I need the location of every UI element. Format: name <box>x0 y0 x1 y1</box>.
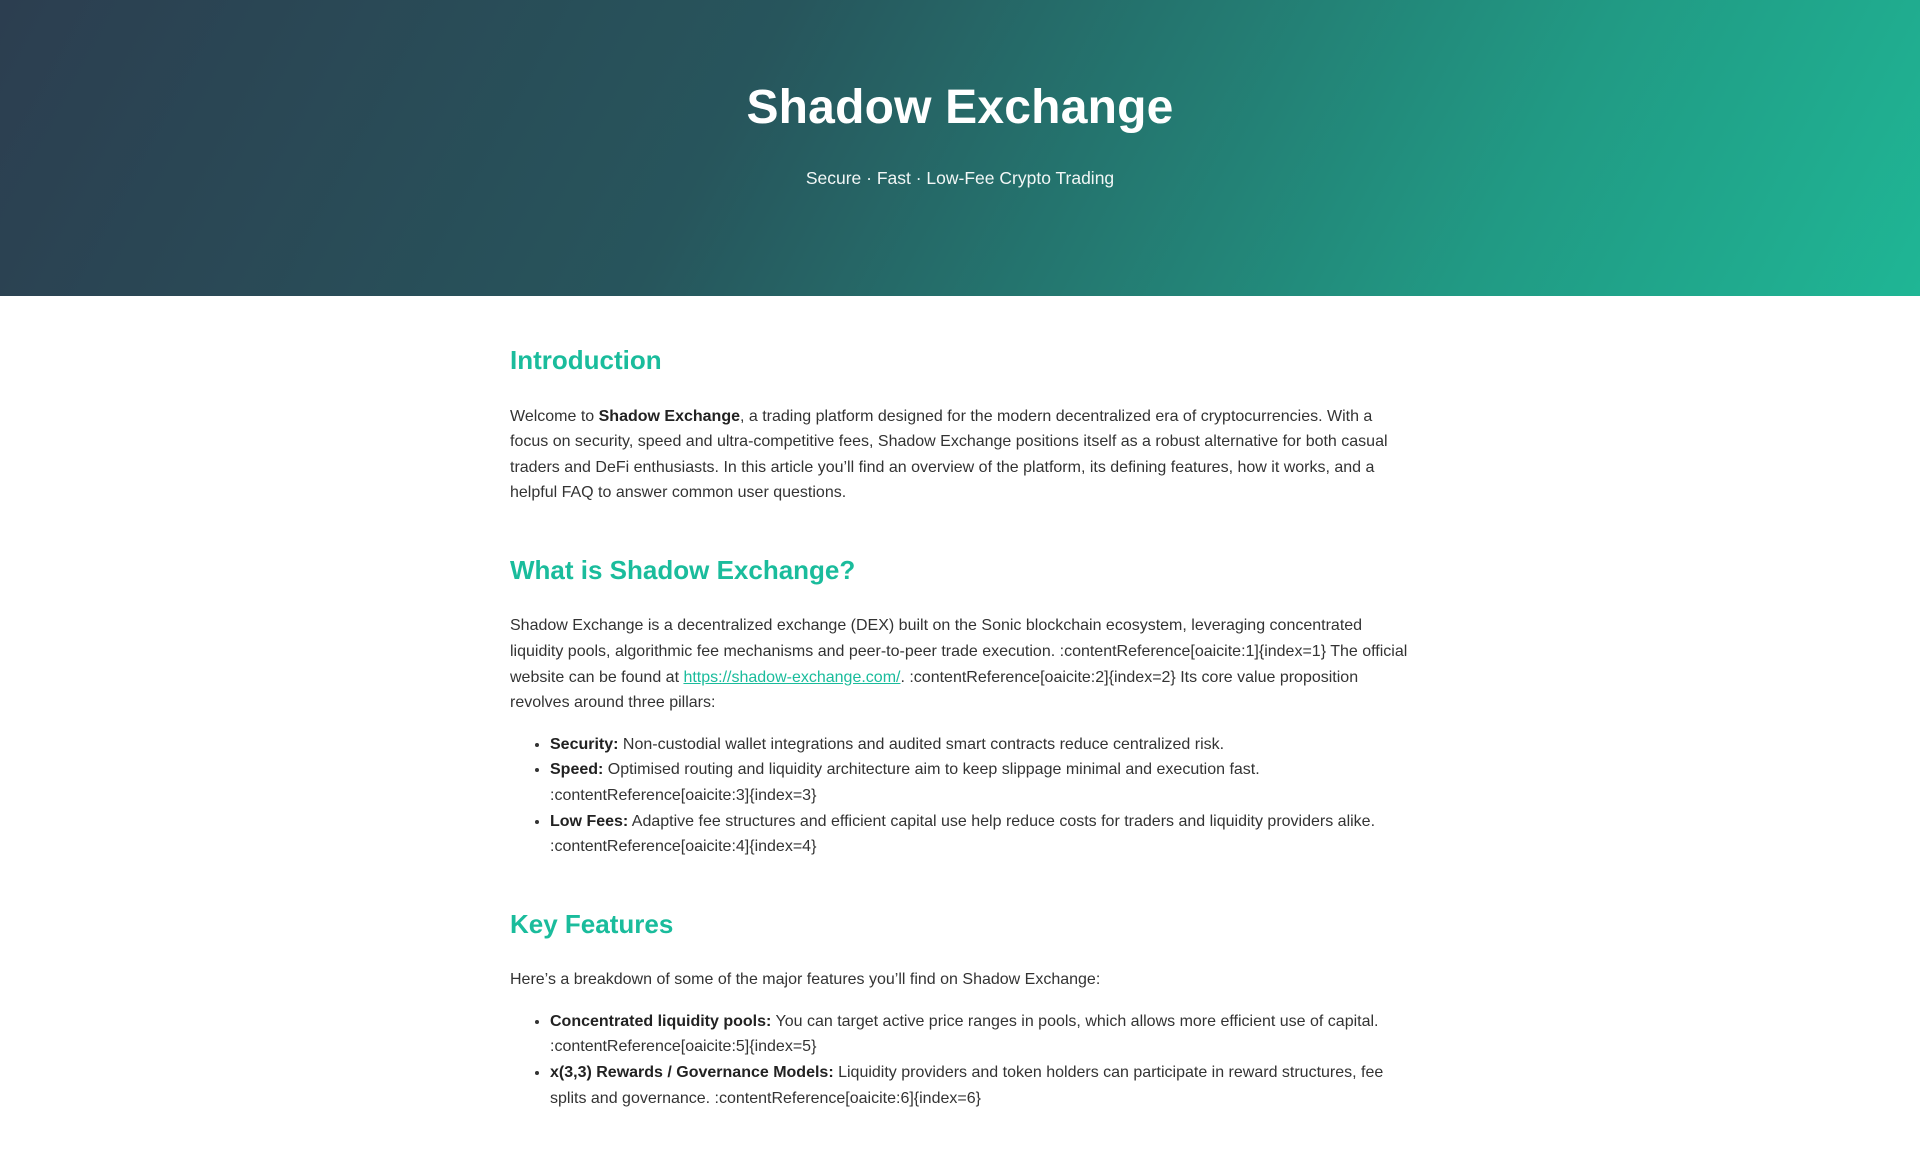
pillar-text-speed: Optimised routing and liquidity architecture aim to keep slippage minimal and execution fast. :contentReference[oaicite:3]{index=3} <box>550 761 1260 804</box>
value-pillars-list <box>510 732 1410 860</box>
article-content <box>510 296 1410 1171</box>
feature-label-rewards-governance: x(3,3) Rewards / Governance Models: <box>550 1064 834 1081</box>
what-is-text-part2: . :contentReference[oaicite:2]{index=2} Its core value proposition revolves around three pillars: <box>510 668 1359 712</box>
section-heading-key-features: Key Features <box>510 908 674 939</box>
list-item <box>550 1009 1410 1060</box>
introduction-text-lead: Welcome to <box>510 407 599 425</box>
section-heading-introduction: Introduction <box>510 345 662 375</box>
list-item <box>550 757 1410 808</box>
introduction-brand-name: Shadow Exchange <box>598 407 740 425</box>
feature-text-rewards-governance: Liquidity providers and token holders can participate in reward structures, fee splits and governance. :contentReference[oaicite:6]{index=6} <box>550 1064 1384 1107</box>
pillar-label-low-fees: Low Fees: <box>550 812 629 830</box>
pillar-label-security: Security: <box>550 735 619 753</box>
introduction-text-rest: , a trading platform designed for the modern decentralized era of cryptocurrencies. With a focus on security, speed and ultra-competitive fees, Shadow Exchange positions itself as a robust alternative for both casual traders and DeFi enthusiasts. In this article you’ll find an overview of the platform, its defining features, how it works, and a helpful FAQ to answer common user questions. <box>510 407 1388 502</box>
page-title: Shadow Exchange <box>746 81 1174 134</box>
list-item <box>550 1060 1410 1111</box>
pillar-label-speed: Speed: <box>550 761 604 779</box>
shadow-exchange-website-link[interactable]: https://shadow-exchange.com/ <box>683 668 901 686</box>
section-what-is-shadow-exchange <box>510 554 1410 860</box>
list-item <box>550 732 1410 758</box>
what-is-text-part1: Shadow Exchange is a decentralized exchange (DEX) built on the Sonic blockchain ecosystem, leveraging concentrated liquidity pools, algorithmic fee mechanisms and peer-to-peer trade execution. :contentReference[oaicite:1]{index=1} The official website can be found at <box>510 617 1408 686</box>
feature-text-concentrated-liquidity-pools: You can target active price ranges in pools, which allows more efficient use of capital. :contentReference[oaicite:5]{index=5} <box>550 1012 1379 1056</box>
pillar-text-low-fees: Adaptive fee structures and efficient capital use help reduce costs for traders and liquidity providers alike. :contentReference[oaicite:4]{index=4} <box>550 812 1376 856</box>
page-subtitle: Secure · Fast · Low-Fee Crypto Trading <box>805 168 1115 189</box>
introduction-paragraph <box>510 404 1410 506</box>
section-introduction <box>510 344 1410 506</box>
feature-label-concentrated-liquidity-pools: Concentrated liquidity pools: <box>550 1012 772 1030</box>
section-heading-what-is-shadow-exchange: What is Shadow Exchange? <box>510 554 856 585</box>
pillar-text-security: Non-custodial wallet integrations and audited smart contracts reduce centralized risk. <box>618 735 1225 753</box>
key-features-intro-paragraph: Here’s a breakdown of some of the major features you’ll find on Shadow Exchange: <box>510 971 1101 989</box>
what-is-paragraph <box>510 613 1410 715</box>
section-key-features <box>510 908 1410 1111</box>
list-item <box>550 809 1410 860</box>
page-hero-banner <box>0 0 1920 296</box>
key-features-list <box>510 1009 1410 1111</box>
